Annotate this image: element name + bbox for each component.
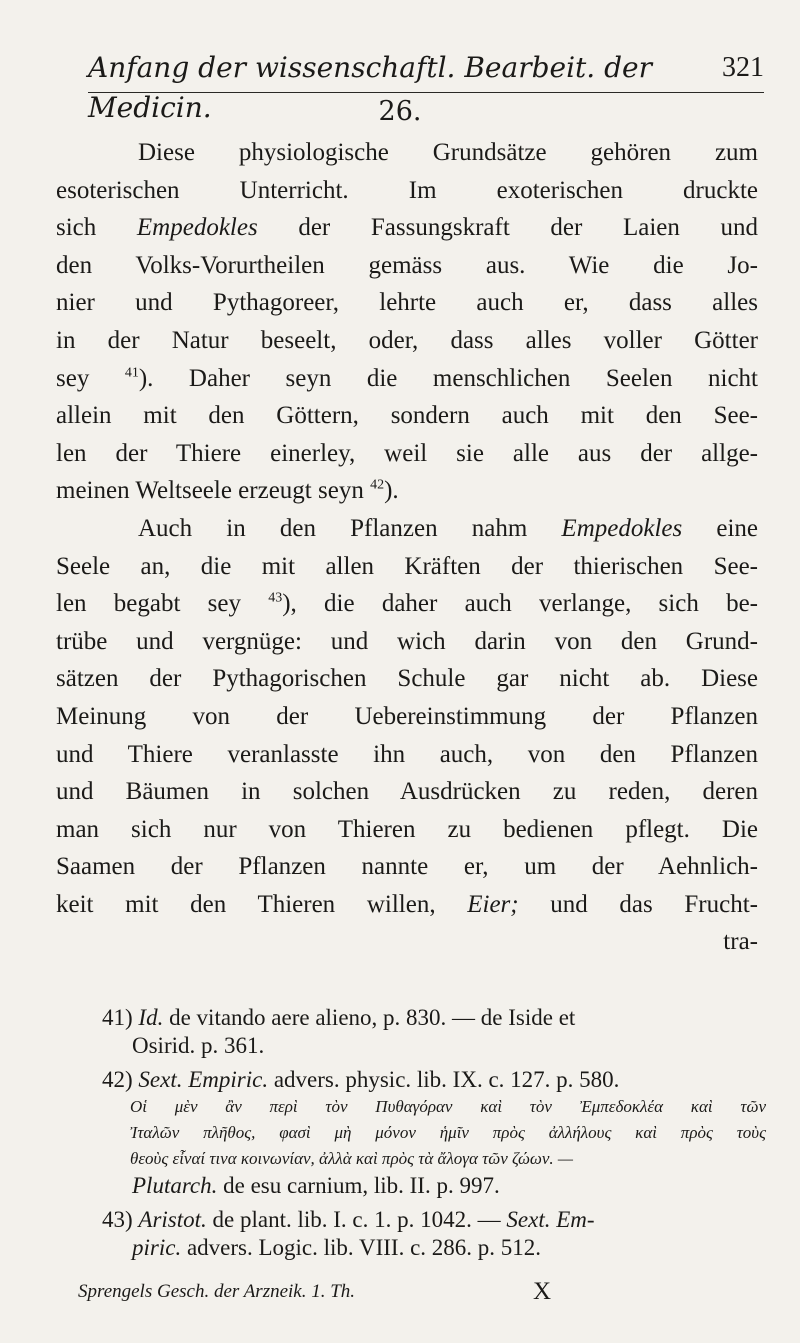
signature-footer <box>78 1275 748 1309</box>
text-line: esoterischen Unterricht. Im exoterischen druckte <box>56 176 758 204</box>
section-number: 26. <box>378 96 422 127</box>
text-line: und Thiere veranlasste ihn auch, von den Pflanzen <box>56 740 758 768</box>
text-line: Seele an, die mit allen Kräften der thierischen See- <box>56 552 758 580</box>
text-line: Diese physiologische Grundsätze gehören zum <box>138 139 758 166</box>
greek-quote-line: θεοὺς εἶναί τινα κοινωνίαν, ἀλλὰ καὶ πρὸς τὰ ἄλογα τῶν ζώων. — <box>130 1149 573 1168</box>
text-line: keit mit den Thieren willen, Eier; und das Frucht- <box>56 890 758 918</box>
text-line: trübe und vergnüge: und wich darin von den Grund- <box>56 627 758 655</box>
footnote-ref: 41 <box>124 365 139 381</box>
text-line: und Bäumen in solchen Ausdrücken zu reden, deren <box>56 778 758 806</box>
footnote-41: 41) Id. de vitando aere alieno, p. 830. — de Iside et <box>102 1005 576 1030</box>
footnote-43-cont: piric. advers. Logic. lib. VIII. c. 286. p. 512. <box>132 1235 542 1260</box>
footnote-41-cont: Osirid. p. 361. <box>132 1033 265 1058</box>
greek-quote-line: Οἱ μὲν ἂν περὶ τὸν Πυθαγόραν καὶ τὸν Ἐμπεδοκλέα καὶ τῶν <box>130 1097 766 1116</box>
word-emphasis: Eier; <box>467 890 519 918</box>
footnote-42: 42) Sext. Empiric. advers. physic. lib. IX. c. 127. p. 580. <box>102 1067 620 1092</box>
text-line: in der Natur beseelt, oder, dass alles voller Götter <box>56 326 758 354</box>
body-text <box>56 134 758 961</box>
name-emphasis: Empedokles <box>561 514 683 542</box>
text-line: len der Thiere einerley, weil sie alle aus der allge- <box>56 439 758 467</box>
footnote-43: 43) Aristot. de plant. lib. I. c. 1. p. 1042. — Sext. Em- <box>102 1207 595 1232</box>
text-line: den Volks-Vorurtheilen gemäss aus. Wie die Jo- <box>56 251 758 279</box>
signature-mark: X <box>533 1278 552 1305</box>
text-line: allein mit den Göttern, sondern auch mit den See- <box>56 402 758 430</box>
text-line: len begabt sey $^{43}$), die daher auch verlange, sich be- <box>56 590 758 618</box>
footnote-42-cont: Plutarch. de esu carnium, lib. II. p. 997. <box>132 1173 500 1198</box>
footnote-ref: 43 <box>268 590 283 606</box>
text-line: sich Empedokles der Fassungskraft der Laien und <box>56 214 758 242</box>
text-line: man sich nur von Thieren zu bedienen pflegt. Die <box>56 815 758 843</box>
text-line: Saamen der Pflanzen nannte er, um der Aehnlich- <box>56 853 758 881</box>
text-line: sätzen der Pythagorischen Schule gar nicht ab. Diese <box>56 665 758 693</box>
signature-line: Sprengels Gesch. der Arzneik. 1. Th. <box>78 1281 356 1302</box>
footnote-ref: 42 <box>370 478 385 494</box>
catchword: tra- <box>723 928 758 956</box>
text-line: nier und Pythagoreer, lehrte auch er, dass alles <box>56 289 758 317</box>
running-title: Anfang der wissenschaftl. Bearbeit. der Medicin. <box>88 51 652 124</box>
text-line: sey $^{41}$). Daher seyn die menschlichen Seelen nicht <box>56 364 759 392</box>
greek-quote-line: Ἰταλῶν πλῆθος, φασὶ μὴ μόνον ἡμῖν πρὸς ἀλλήλους καὶ πρὸς τοὺς <box>130 1123 766 1142</box>
footnotes <box>102 1004 766 1262</box>
text-line: Meinung von der Uebereinstimmung der Pflanzen <box>56 702 758 730</box>
page-number: 321 <box>722 52 764 83</box>
text-line: meinen Weltseele erzeugt seyn $^{42}$). <box>56 477 399 505</box>
name-emphasis: Empedokles <box>136 214 258 242</box>
text-line: Auch in den Pflanzen nahm Empedokles eine <box>138 514 759 542</box>
